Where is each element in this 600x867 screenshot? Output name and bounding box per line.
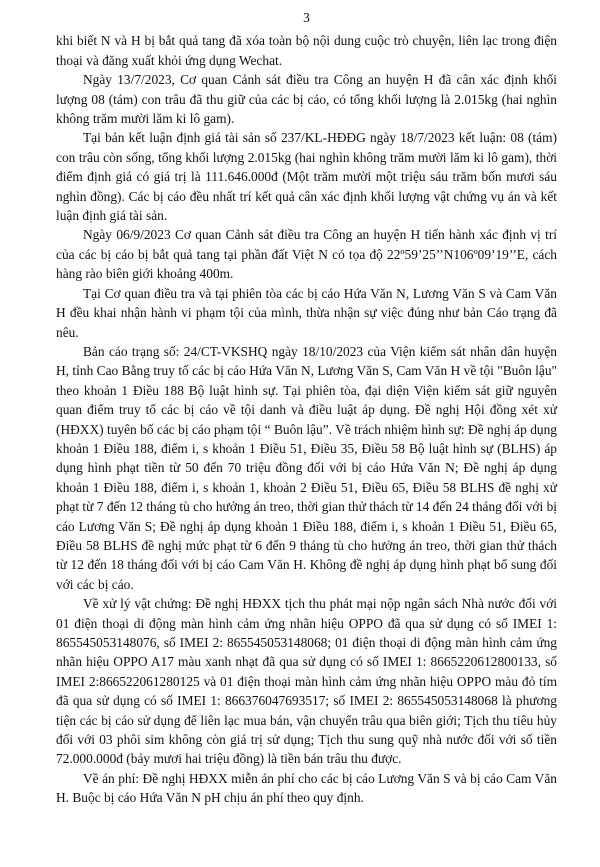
paragraph: Bản cáo trạng số: 24/CT-VKSHQ ngày 18/10/2023 của Viện kiểm sát nhân dân huyện H, tỉnh Cao Bằng truy tố các bị cáo Hứa Văn N, Lương Văn S, Cam Văn H về tội "Buôn lậu" theo khoản 1 Điều 188 Bộ luật hình sự. Tại phiên tòa, đại diện Viện kiểm sát giữ nguyên quan điểm truy tố các bị cáo về tội danh và điều luật áp dụng. Đề nghị Hội đồng xét xử (HĐXX) tuyên bố các bị cáo phạm tội “ Buôn lậu”. Về trách nhiệm hình sự: Đề nghị áp dụng khoản 1 Điều 188, điểm i, s khoản 1 Điều 51, Điều 35, Điều 58 Bộ luật hình sự (BLHS) áp dụng hình phạt tiền từ 50 đến 70 triệu đồng đối với bị cáo Hứa Văn N; Đề nghị áp dụng khoản 1 Điều 188, điểm i, s khoản 1, khoản 2 Điều 51, Điều 65, Điều 58 BLHS đề nghị xử phạt từ 7 đến 12 tháng tù cho hưởng án treo, thời gian thử thách từ 14 đến 24 tháng đối với bị cáo Lương Văn S; Đề nghị áp dụng khoản 1 Điều 188, điểm i, s khoản 1 Điều 51, Điều 65, Điều 58 BLHS đề nghị mức phạt từ 6 đến 9 tháng tù cho hưởng án treo, thời gian thử thách từ 12 đến 18 tháng đối với bị cáo Cam Văn H. Không đề nghị áp dụng hình phạt bổ sung đối với các bị cáo. bbox=[56, 343, 557, 592]
paragraph: Ngày 13/7/2023, Cơ quan Cảnh sát điều tra Công an huyện H đã cân xác định khối lượng 08 (tám) con trâu đã thu giữ của các bị cáo, có tổng khối lượng là 2.015kg (hai nghìn không trăm mười lăm ki lô gam). bbox=[56, 72, 557, 127]
paragraph: Tại bản kết luận định giá tài sản số 237/KL-HĐĐG ngày 18/7/2023 kết luận: 08 (tám) con trâu còn sống, tổng khối lượng 2.015kg (hai nghìn không trăm mười lăm ki lô gam), thời điểm định giá có giá trị là 111.646.000đ (Một trăm mười một triệu sáu trăm bốn mươi sáu nghìn đồng). Các bị cáo đều nhất trí kết quả cân xác định khối lượng vật chứng vụ án và kết luận định giá tài sản. bbox=[56, 130, 557, 224]
paragraph: Tại Cơ quan điều tra và tại phiên tòa các bị cáo Hứa Văn N, Lương Văn S và Cam Văn H đều khai nhận hành vi phạm tội của mình, thừa nhận sự việc đúng như bản Cáo trạng đã nêu. bbox=[56, 285, 557, 340]
paragraph: Về án phí: Đề nghị HĐXX miễn án phí cho các bị cáo Lương Văn S và bị cáo Cam Văn H. Buộc bị cáo Hứa Văn N pH chịu án phí theo quy định. bbox=[56, 770, 557, 806]
paragraph: khi biết N và H bị bắt quả tang đã xóa toàn bộ nội dung cuộc trò chuyện, liên lạc trong điện thoại và đăng xuất khỏi ứng dụng Wechat. bbox=[56, 33, 557, 68]
paragraph: Về xử lý vật chứng: Đề nghị HĐXX tịch thu phát mại nộp ngân sách Nhà nước đối với 01 điện thoại di động màn hình cảm ứng nhãn hiệu OPPO đã qua sử dụng có số IMEI 1: 865545053148076, số IMEI 2: 865545053148068; 01 điện thoại di động màn hình cảm ứng nhãn hiệu OPPO A17 màu xanh nhạt đã qua sử dụng có số IMEI 1: 8665220612800133, số IMEI 2:866522061280125 và 01 điện thoại màn hình cảm ứng nhãn hiệu OPPO màu đỏ tím đã qua sử dụng có số IMEI 1: 866376047693517; số IMEI 2: 865545053148068 là phương tiện các bị cáo sử dụng để liên lạc mua bán, vận chuyển trâu qua biên giới; Tịch thu tiêu hủy đối với 03 phôi sim không còn giá trị sử dụng; Tịch thu sung quỹ nhà nước đối với số tiền 72.000.000đ (bảy mươi hai triệu đồng) là tiền bán trâu thu được. bbox=[56, 596, 557, 767]
page-number: 3 bbox=[303, 10, 310, 25]
document-body bbox=[56, 31, 557, 807]
paragraph: Ngày 06/9/2023 Cơ quan Cảnh sát điều tra Công an huyện H tiến hành xác định vị trí của các bị cáo bị bắt quả tang tại phần đất Việt N có tọa độ 22º59’25’’N106º09’19’’E, cách hàng rào biên giới khoảng 400m. bbox=[56, 227, 557, 282]
